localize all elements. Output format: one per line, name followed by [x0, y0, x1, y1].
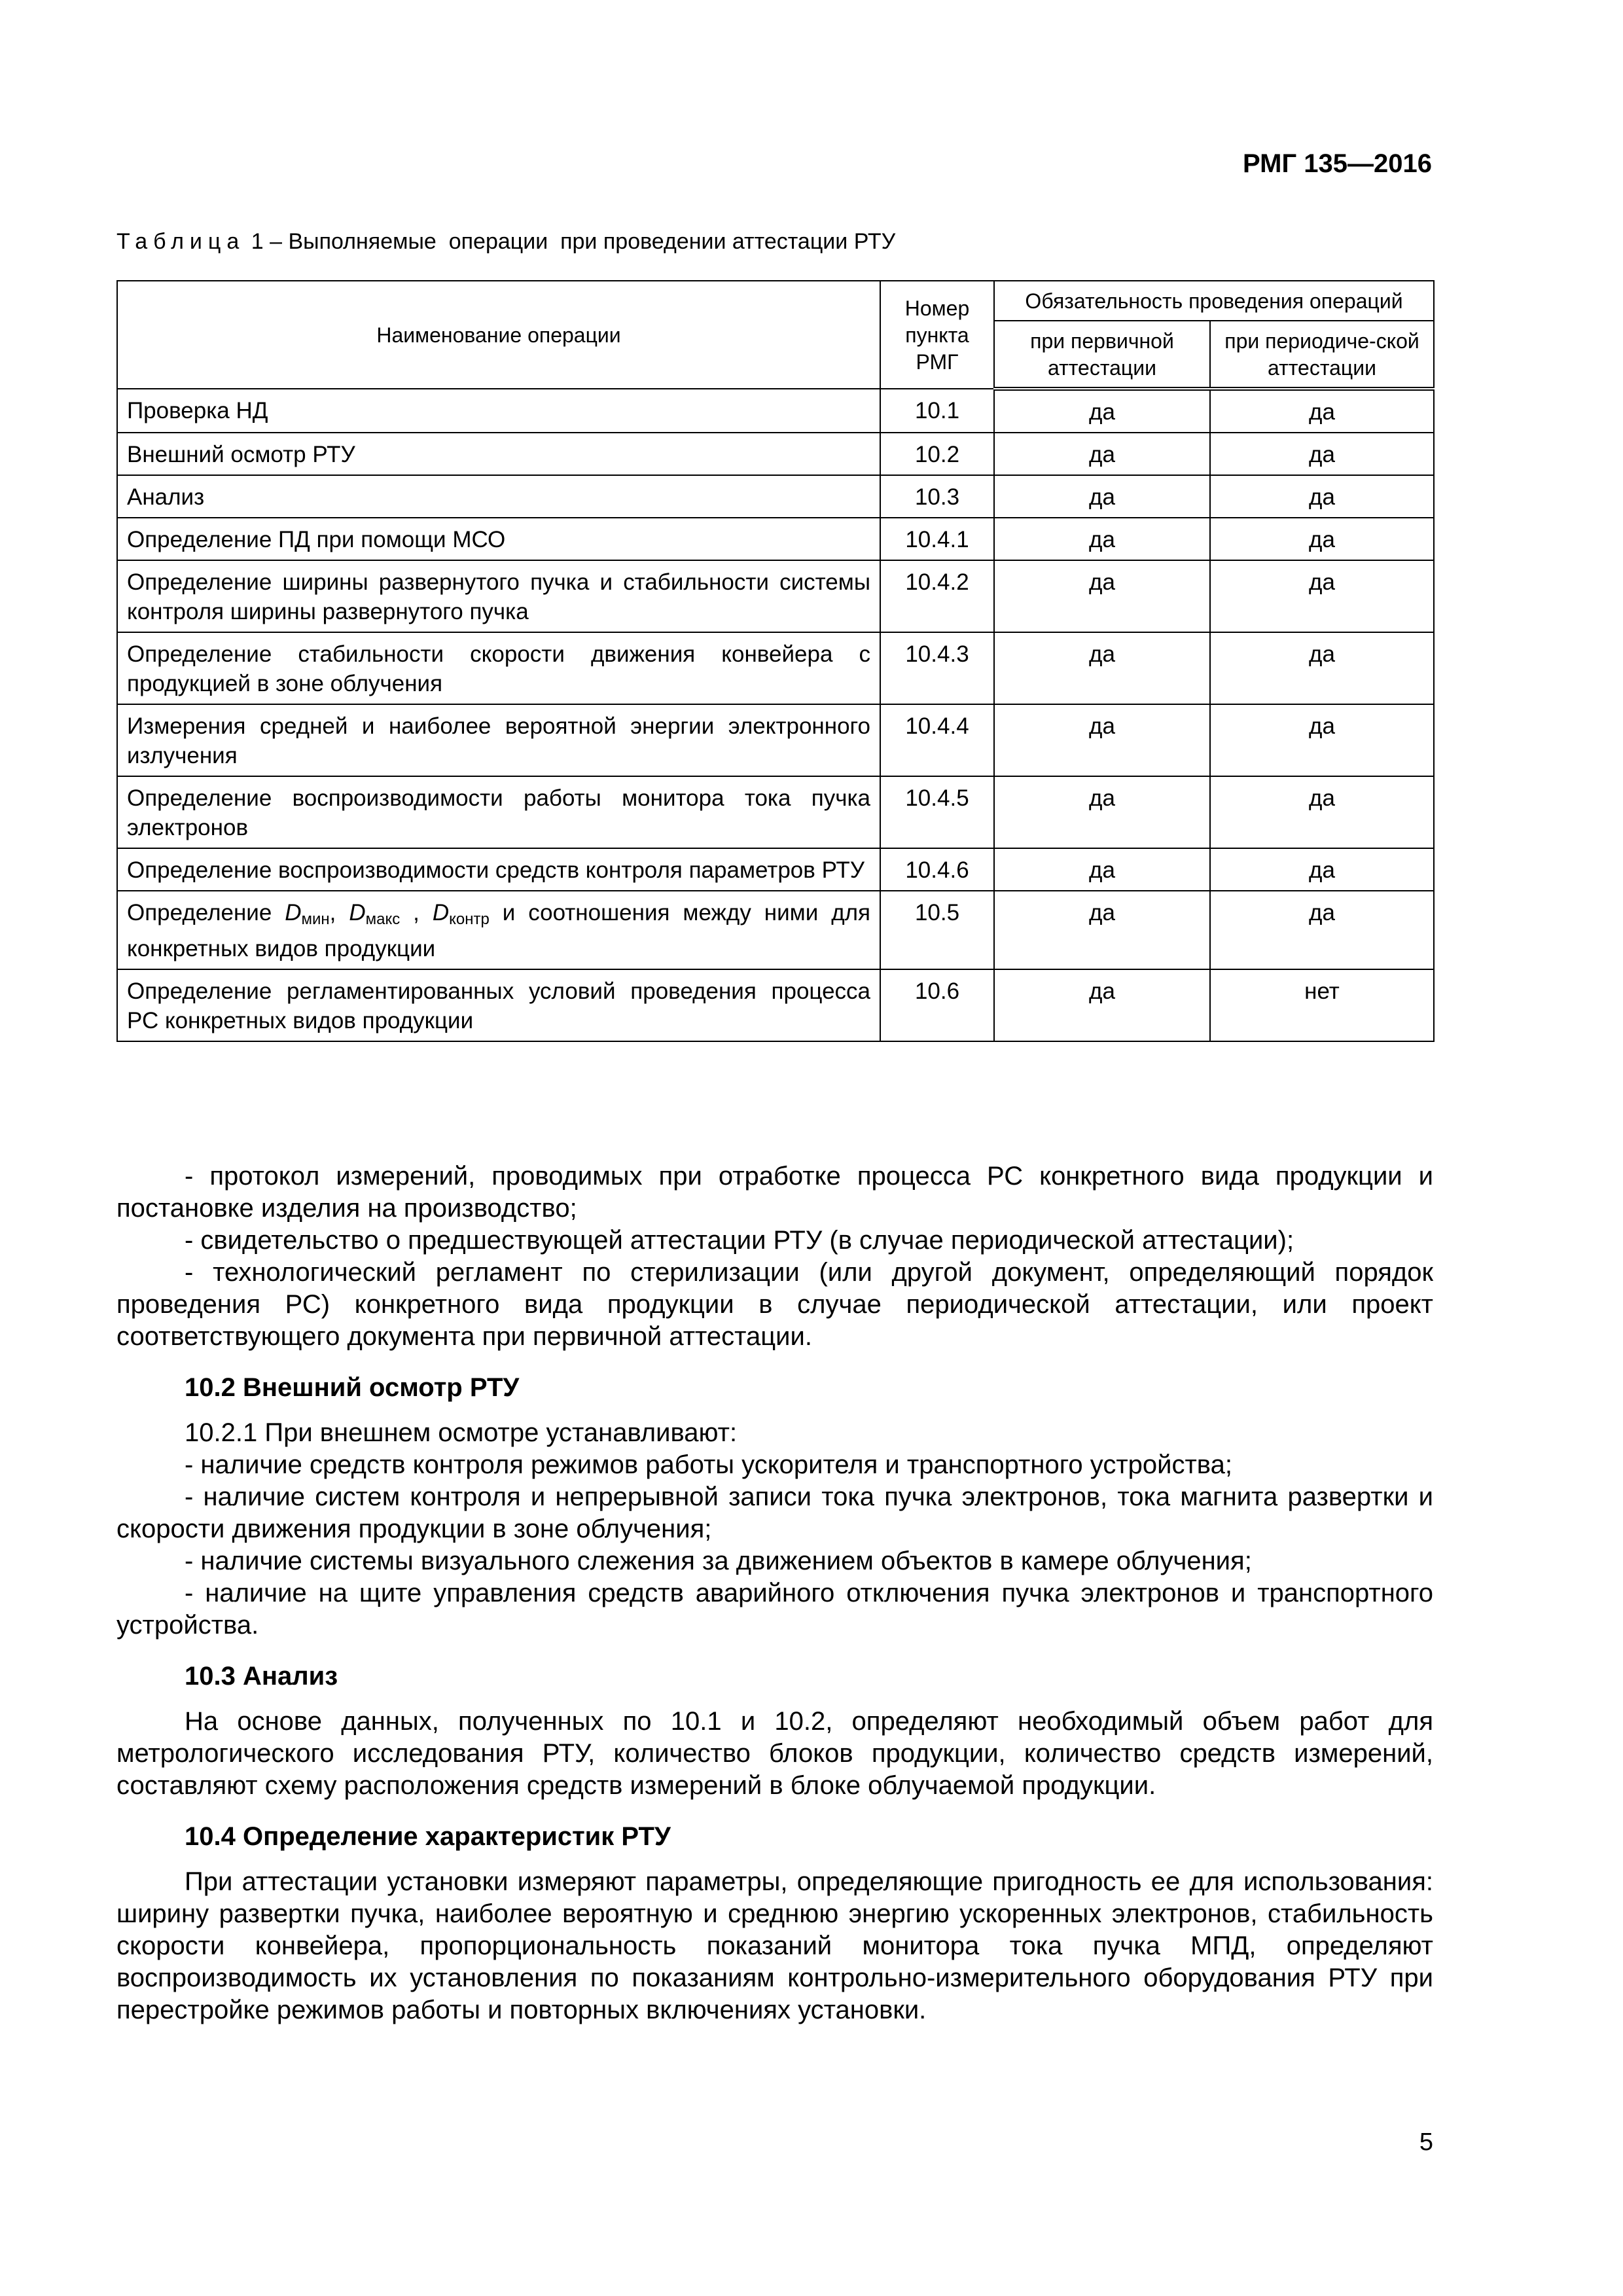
- clause-number: 10.3: [880, 475, 994, 518]
- row10-text-b: и соотношения между ними для конкретных видов продукции: [127, 900, 870, 961]
- row10-separator-2: ,: [400, 900, 433, 925]
- header-clause-number: Номер пункта РМГ: [880, 281, 994, 389]
- operation-name: Определение регламентированных условий проведения процесса РС конкретных видов продукции: [117, 969, 880, 1041]
- primary-value: да: [994, 704, 1210, 776]
- operation-name: Определение воспроизводимости работы монитора тока пучка электронов: [117, 776, 880, 848]
- row10-separator-1: ,: [329, 900, 349, 925]
- table-row: [117, 891, 1434, 969]
- periodic-value: да: [1210, 891, 1434, 969]
- body-text: [116, 1160, 1433, 2026]
- primary-value: да: [994, 891, 1210, 969]
- dose-symbol-control: D: [432, 900, 450, 925]
- operation-name: Измерения средней и наиболее вероятной энергии электронного излучения: [117, 704, 880, 776]
- primary-value: да: [994, 632, 1210, 704]
- header-periodic-attestation: при периодиче-ской аттестации: [1210, 321, 1434, 389]
- clause-number: 10.4.3: [880, 632, 994, 704]
- table-row: [117, 632, 1434, 704]
- clause-number: 10.4.5: [880, 776, 994, 848]
- table-row: [117, 518, 1434, 560]
- dose-subscript-control: контр: [449, 910, 490, 928]
- list-item: - наличие систем контроля и непрерывной записи тока пучка электронов, тока магнита развертки и скорости движения продукции в зоне облучения;: [116, 1482, 1433, 1543]
- table-row: [117, 776, 1434, 848]
- primary-value: да: [994, 848, 1210, 891]
- periodic-value: да: [1210, 632, 1434, 704]
- clause-number: 10.1: [880, 389, 994, 433]
- document-code: РМГ 135—2016: [1243, 149, 1432, 178]
- table-row: [117, 704, 1434, 776]
- primary-value: да: [994, 433, 1210, 475]
- clause-number: 10.4.2: [880, 560, 994, 632]
- table-header: [117, 281, 1434, 389]
- operation-name: Определение воспроизводимости средств контроля параметров РТУ: [117, 848, 880, 891]
- operation-name: Определение ПД при помощи МСО: [117, 518, 880, 560]
- table-row: [117, 389, 1434, 433]
- periodic-value: да: [1210, 704, 1434, 776]
- primary-value: да: [994, 776, 1210, 848]
- paragraph: 10.2.1 При внешнем осмотре устанавливают:: [185, 1418, 738, 1447]
- primary-value: да: [994, 475, 1210, 518]
- row10-text-a: Определение: [127, 900, 285, 925]
- operations-table: [116, 280, 1435, 1042]
- primary-value: да: [994, 389, 1210, 433]
- paragraph: На основе данных, полученных по 10.1 и 10.2, определяют необходимый объем работ для метрологического исследования РТУ, количество блоков продукции, количество средств измерений, составляют схему расположения средств измерений в блоке облучаемой продукции.: [116, 1707, 1433, 1800]
- primary-value: да: [994, 518, 1210, 560]
- operation-name: Определение стабильности скорости движения конвейера с продукцией в зоне облучения: [117, 632, 880, 704]
- table-row: [117, 848, 1434, 891]
- table-body: [117, 389, 1434, 1041]
- page-number: 5: [1419, 2128, 1433, 2156]
- dose-symbol-min: D: [285, 900, 302, 925]
- list-item: - протокол измерений, проводимых при отработке процесса РС конкретного вида продукции и постановке изделия на производство;: [116, 1162, 1433, 1223]
- periodic-value: да: [1210, 560, 1434, 632]
- list-item: - наличие средств контроля режимов работы ускорителя и транспортного устройства;: [185, 1450, 1232, 1479]
- primary-value: да: [994, 560, 1210, 632]
- operation-name: Определение ширины развернутого пучка и стабильности системы контроля ширины развернутого пучка: [117, 560, 880, 632]
- periodic-value: да: [1210, 776, 1434, 848]
- list-item: - наличие на щите управления средств аварийного отключения пучка электронов и транспортного устройства.: [116, 1579, 1433, 1640]
- table-caption-text: 1 – Выполняемые операции при проведении аттестации РТУ: [251, 229, 896, 254]
- periodic-value: да: [1210, 433, 1434, 475]
- list-item: - технологический регламент по стерилизации (или другой документ, определяющий порядок проведения РС) конкретного вида продукции в случае периодической аттестации, или проект соответствующего документа при первичной аттестации.: [116, 1258, 1433, 1351]
- section-heading-10-3: 10.3 Анализ: [185, 1662, 338, 1691]
- operation-name: Проверка НД: [117, 389, 880, 433]
- clause-number: 10.5: [880, 891, 994, 969]
- primary-value: да: [994, 969, 1210, 1041]
- header-primary-attestation: при первичной аттестации: [994, 321, 1210, 389]
- header-obligation: Обязательность проведения операций: [994, 281, 1434, 321]
- periodic-value: да: [1210, 475, 1434, 518]
- clause-number: 10.4.6: [880, 848, 994, 891]
- list-item: - наличие системы визуального слежения за движением объектов в камере облучения;: [185, 1547, 1252, 1575]
- table-row: [117, 433, 1434, 475]
- table-row: [117, 475, 1434, 518]
- dose-subscript-max: макс: [365, 910, 401, 928]
- paragraph: При аттестации установки измеряют параметры, определяющие пригодность ее для использования: ширину развертки пучка, наиболее вероятную и среднюю энергию ускоренных электронов, стабильность скорости конвейера, пропорциональность показаний монитора тока пучка МПД, определяют воспроизводимость их установления по показаниям контрольно-измерительного оборудования РТУ при перестройке режимов работы и повторных включениях установки.: [116, 1867, 1433, 2024]
- periodic-value: да: [1210, 389, 1434, 433]
- dose-subscript-min: мин: [301, 910, 330, 928]
- periodic-value: да: [1210, 518, 1434, 560]
- table-caption-prefix: Таблица: [116, 229, 245, 254]
- clause-number: 10.2: [880, 433, 994, 475]
- operation-name: Анализ: [117, 475, 880, 518]
- clause-number: 10.4.4: [880, 704, 994, 776]
- table-caption: [116, 229, 1425, 255]
- list-item: - свидетельство о предшествующей аттестации РТУ (в случае периодической аттестации);: [185, 1226, 1294, 1255]
- clause-number: 10.6: [880, 969, 994, 1041]
- section-heading-10-2: 10.2 Внешний осмотр РТУ: [185, 1373, 520, 1402]
- periodic-value: да: [1210, 848, 1434, 891]
- dose-symbol-max: D: [349, 900, 366, 925]
- table-row: [117, 969, 1434, 1041]
- table-row: [117, 560, 1434, 632]
- operation-name: Внешний осмотр РТУ: [117, 433, 880, 475]
- periodic-value: нет: [1210, 969, 1434, 1041]
- header-operation-name: Наименование операции: [117, 281, 880, 389]
- operation-name-with-doses: [117, 891, 880, 969]
- section-heading-10-4: 10.4 Определение характеристик РТУ: [185, 1822, 671, 1851]
- clause-number: 10.4.1: [880, 518, 994, 560]
